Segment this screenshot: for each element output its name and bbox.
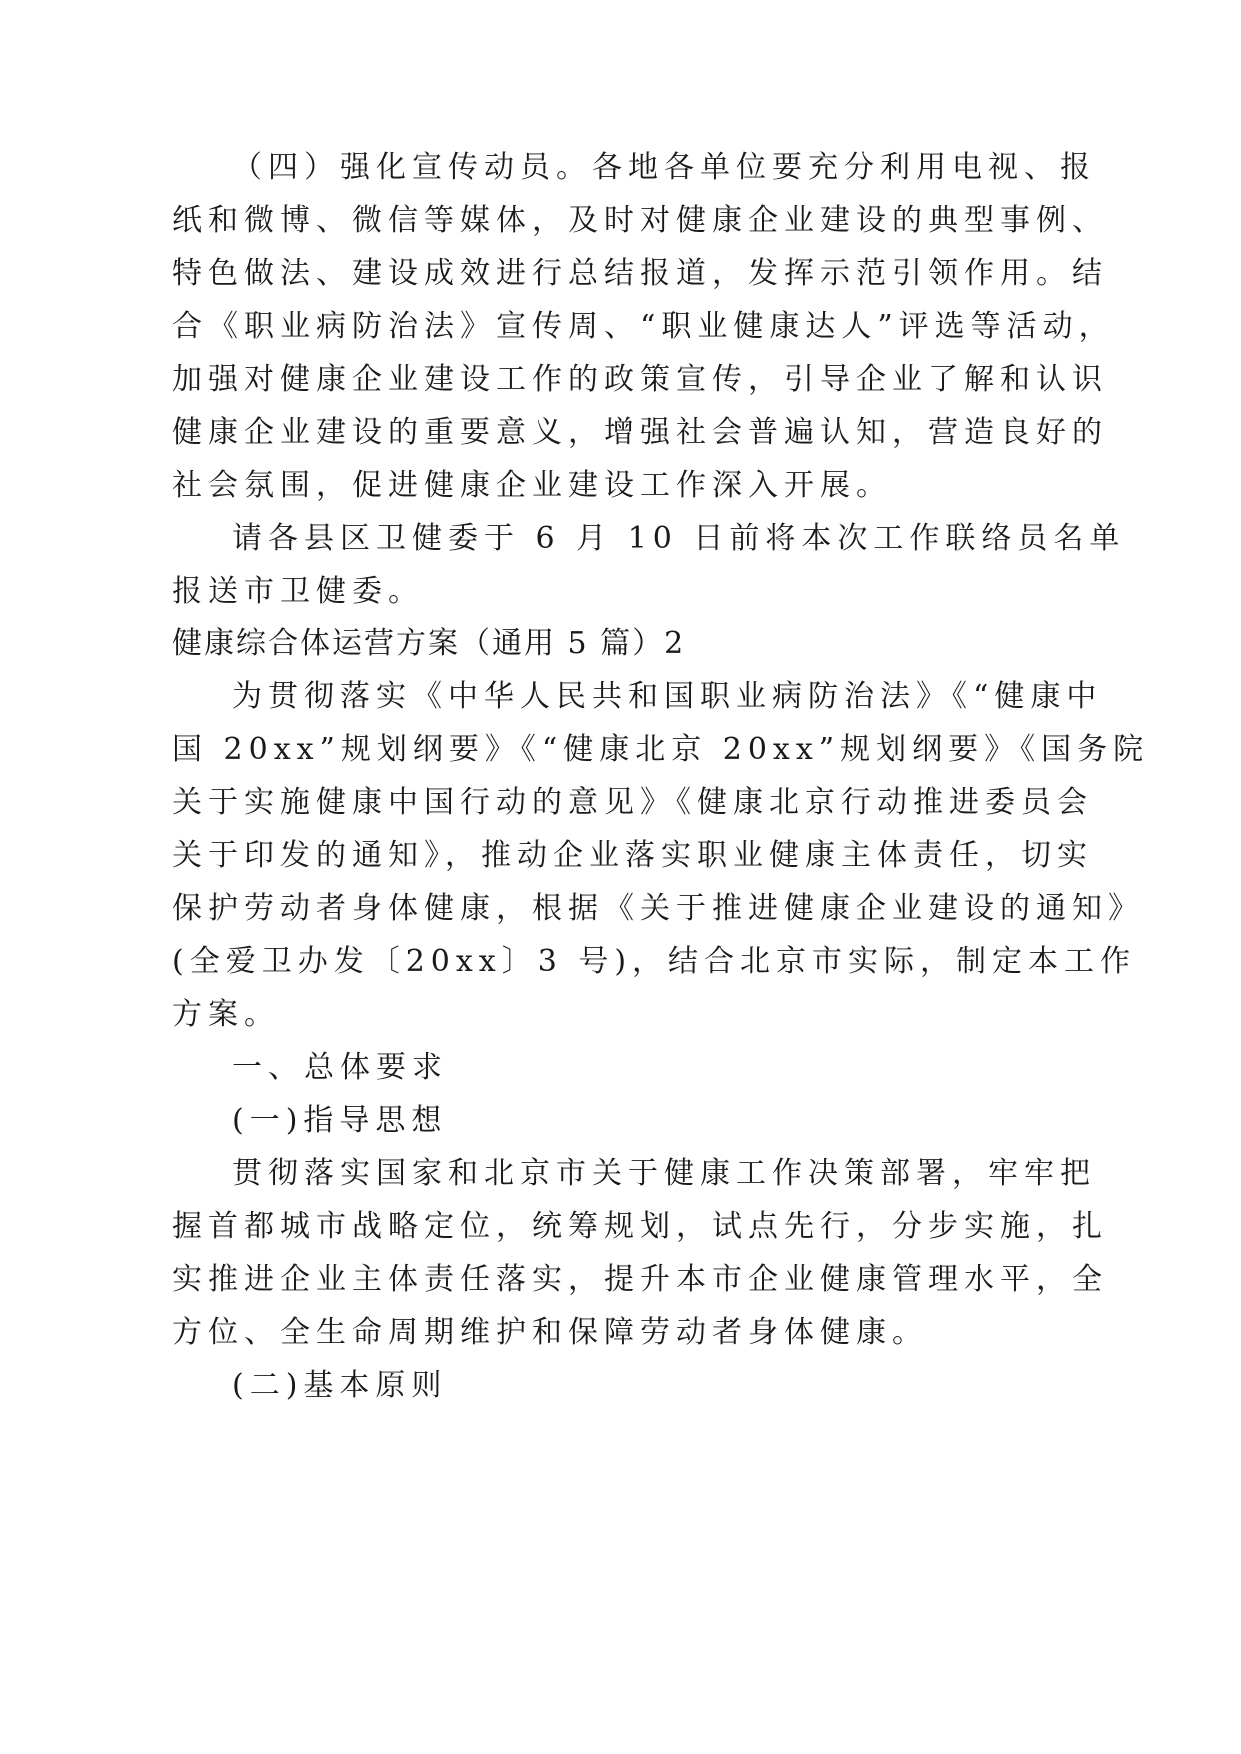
- text-line: 国 20xx”规划纲要》《“健康北京 20xx”规划纲要》《国务院: [172, 732, 1150, 767]
- text-line: (全爱卫办发〔20xx〕3 号)，结合北京市实际，制定本工作: [172, 944, 1137, 979]
- text-line: 特色做法、建设成效进行总结报道，发挥示范引领作用。结: [172, 256, 1108, 291]
- text-line: 请各县区卫健委于 6 月 10 日前将本次工作联络员名单: [232, 521, 1126, 556]
- text-line: 关于印发的通知》，推动企业落实职业健康主体责任，切实: [172, 838, 1093, 873]
- text-line: 合《职业病防治法》宣传周、“职业健康达人”评选等活动，: [172, 309, 1115, 344]
- section-heading: 一、总体要求: [232, 1050, 448, 1085]
- text-line: 实推进企业主体责任落实，提升本市企业健康管理水平，全: [172, 1262, 1108, 1297]
- text-line: 社会氛围，促进健康企业建设工作深入开展。: [172, 468, 892, 503]
- section-title: 健康综合体运营方案（通用 5 篇）2: [172, 626, 686, 661]
- text-line: 关于实施健康中国行动的意见》《健康北京行动推进委员会: [172, 785, 1093, 820]
- text-line: 保护劳动者身体健康，根据《关于推进健康企业建设的通知》: [172, 891, 1144, 926]
- text-line: 健康企业建设的重要意义，增强社会普遍认知，营造良好的: [172, 415, 1108, 450]
- text-line: 加强对健康企业建设工作的政策宣传，引导企业了解和认识: [172, 362, 1108, 397]
- text-line: 纸和微博、微信等媒体，及时对健康企业建设的典型事例、: [172, 203, 1108, 238]
- subsection-heading: (一)指导思想: [232, 1103, 448, 1138]
- text-line: （四）强化宣传动员。各地各单位要充分利用电视、报: [232, 150, 1096, 185]
- text-line: 为贯彻落实《中华人民共和国职业病防治法》《“健康中: [232, 679, 1103, 714]
- text-line: 报送市卫健委。: [172, 574, 424, 609]
- text-line: 握首都城市战略定位，统筹规划，试点先行，分步实施，扎: [172, 1209, 1108, 1244]
- text-line: 贯彻落实国家和北京市关于健康工作决策部署，牢牢把: [232, 1156, 1096, 1191]
- text-line: 方位、全生命周期维护和保障劳动者身体健康。: [172, 1315, 928, 1350]
- text-line: 方案。: [172, 997, 280, 1032]
- subsection-heading: (二)基本原则: [232, 1368, 448, 1403]
